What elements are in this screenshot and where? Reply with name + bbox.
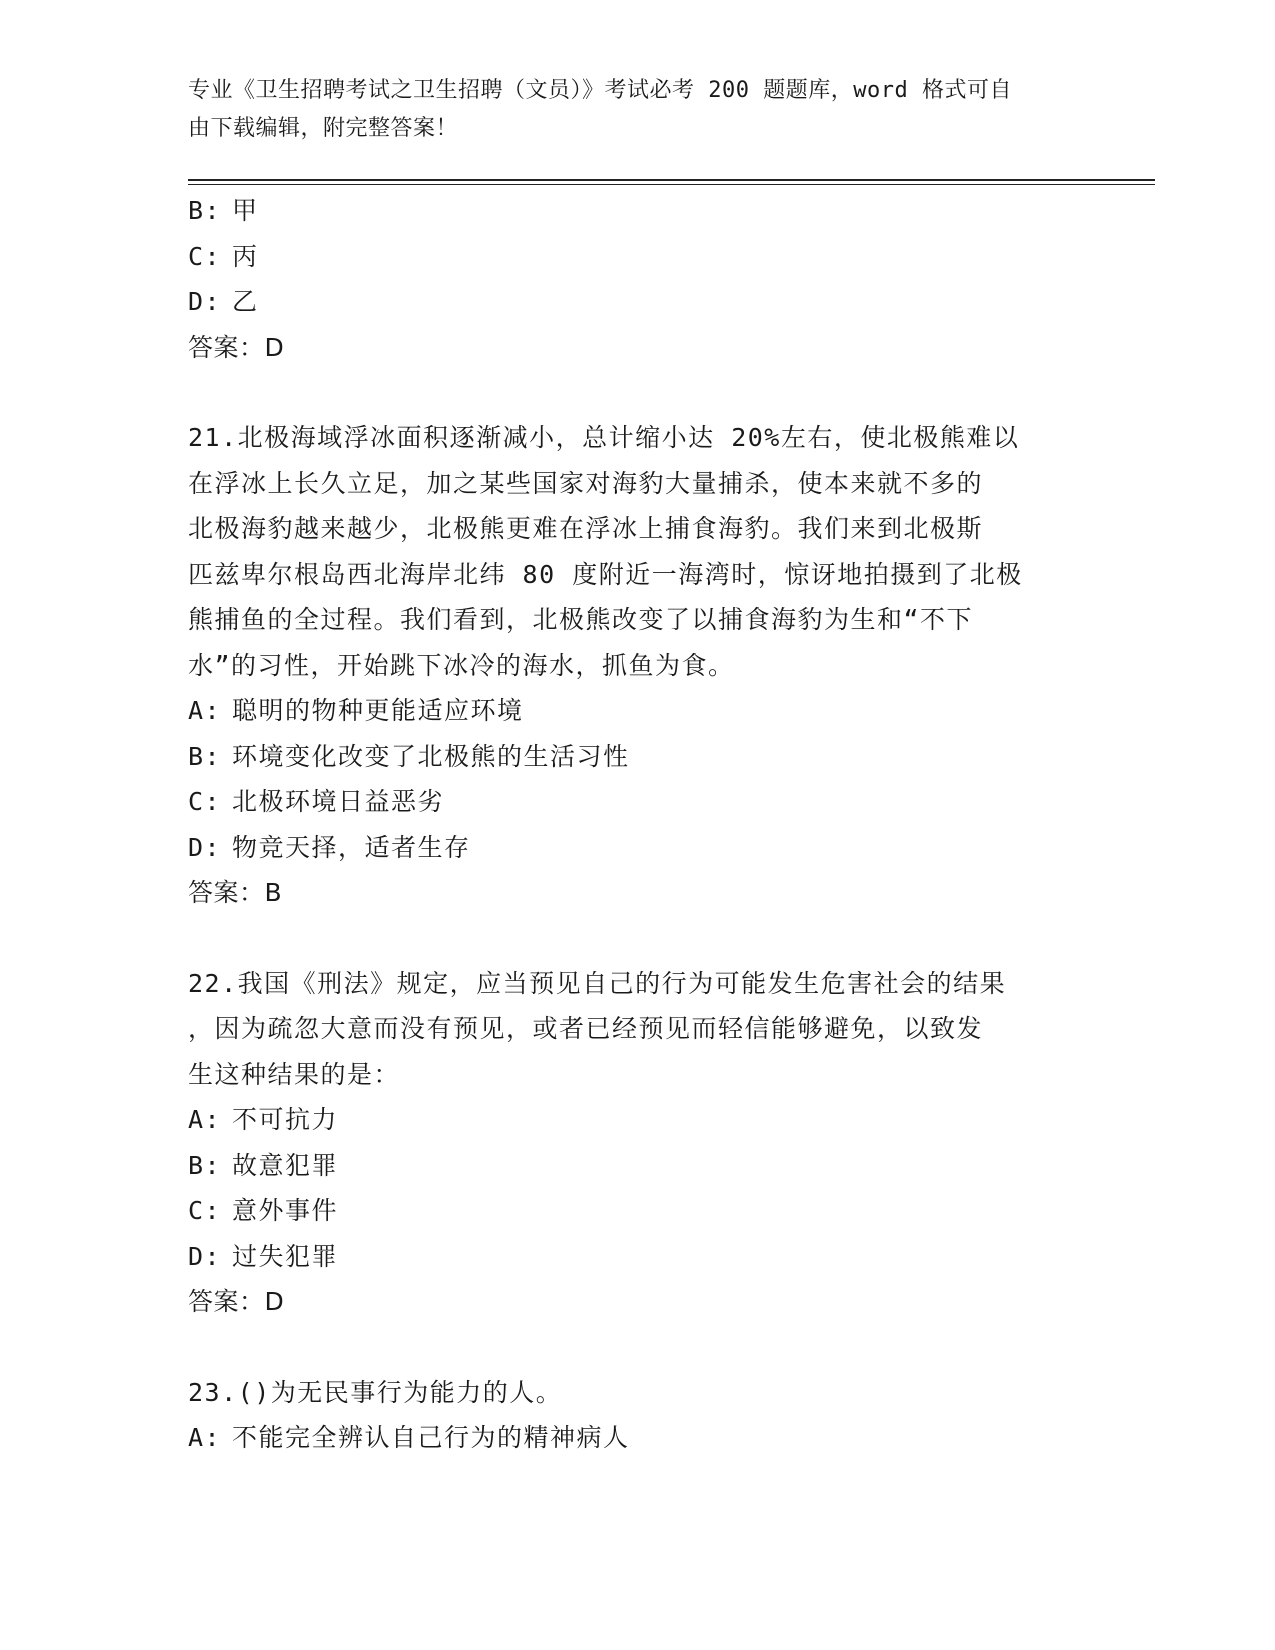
option-text: 不能完全辨认自己行为的精神病人 <box>232 1423 630 1452</box>
option-c <box>188 234 1078 280</box>
question-23 <box>188 1370 1078 1461</box>
header-divider-thick <box>188 179 1155 181</box>
option-key: B: <box>188 196 222 225</box>
question-text-line: ，因为疏忽大意而没有预见，或者已经预见而轻信能够避免，以致发 <box>188 1014 984 1043</box>
option-text: 聪明的物种更能适应环境 <box>232 696 524 725</box>
option-b <box>188 734 1078 780</box>
option-key: C: <box>188 241 222 271</box>
option-key: C: <box>188 787 222 816</box>
question-text-line: 生这种结果的是： <box>188 1059 401 1089</box>
option-text: 甲 <box>232 196 259 225</box>
question-text-line: 水”的习性，开始跳下冰冷的海水，抓鱼为食。 <box>188 650 735 680</box>
question-text-line: 在浮冰上长久立足，加之某些国家对海豹大量捕杀，使本来就不多的 <box>188 468 984 498</box>
header-line-2: 由下载编辑，附完整答案！ <box>188 116 459 141</box>
option-b <box>188 188 1078 234</box>
header-line-1: 专业《卫生招聘考试之卫生招聘（文员）》考试必考 200 题题库，word 格式可自 <box>188 78 1012 103</box>
option-key: A: <box>188 1423 222 1452</box>
question-text-line: 21.北极海域浮冰面积逐渐减小，总计缩小达 20%左右，使北极熊难以 <box>188 423 1020 452</box>
answer-line: 答案：B <box>188 878 283 907</box>
option-text: 北极环境日益恶劣 <box>232 787 445 816</box>
option-b <box>188 1143 1078 1189</box>
option-text: 不可抗力 <box>232 1105 339 1134</box>
option-d <box>188 825 1078 871</box>
option-key: A: <box>188 696 222 725</box>
header-divider-thin <box>188 184 1155 185</box>
option-a <box>188 1415 1078 1461</box>
option-key: A: <box>188 1105 222 1134</box>
question-21 <box>188 415 1078 916</box>
option-text: 过失犯罪 <box>232 1241 339 1271</box>
option-key: C: <box>188 1196 222 1225</box>
document-header <box>188 72 1088 148</box>
option-key: D: <box>188 832 222 862</box>
option-text: 意外事件 <box>232 1196 339 1225</box>
option-a <box>188 1097 1078 1143</box>
option-text: 丙 <box>232 241 259 271</box>
option-text: 环境变化改变了北极熊的生活习性 <box>232 741 630 771</box>
question-22 <box>188 961 1078 1325</box>
option-key: B: <box>188 741 222 771</box>
option-text: 物竞天择，适者生存 <box>232 832 471 862</box>
option-d <box>188 1234 1078 1280</box>
question-text-line: 熊捕鱼的全过程。我们看到，北极熊改变了以捕食海豹为生和“不下 <box>188 605 974 634</box>
option-key: D: <box>188 287 222 316</box>
question-text-line: 北极海豹越来越少，北极熊更难在浮冰上捕食海豹。我们来到北极斯 <box>188 514 984 543</box>
option-key: D: <box>188 1241 222 1271</box>
question-text-line: 22.我国《刑法》规定，应当预见自己的行为可能发生危害社会的结果 <box>188 968 1007 998</box>
answer-line: 答案：D <box>188 1287 285 1316</box>
option-a <box>188 688 1078 734</box>
prev-question-options <box>188 188 1078 370</box>
option-c <box>188 1188 1078 1234</box>
option-key: B: <box>188 1150 222 1180</box>
answer-line: 答案：D <box>188 332 285 362</box>
option-text: 故意犯罪 <box>232 1150 339 1180</box>
question-text-line: 23.()为无民事行为能力的人。 <box>188 1377 563 1407</box>
question-text-line: 匹兹卑尔根岛西北海岸北纬 80 度附近一海湾时，惊讶地拍摄到了北极 <box>188 559 1023 589</box>
option-c <box>188 779 1078 825</box>
option-text: 乙 <box>232 287 259 316</box>
option-d <box>188 279 1078 325</box>
question-content <box>188 188 1078 1461</box>
